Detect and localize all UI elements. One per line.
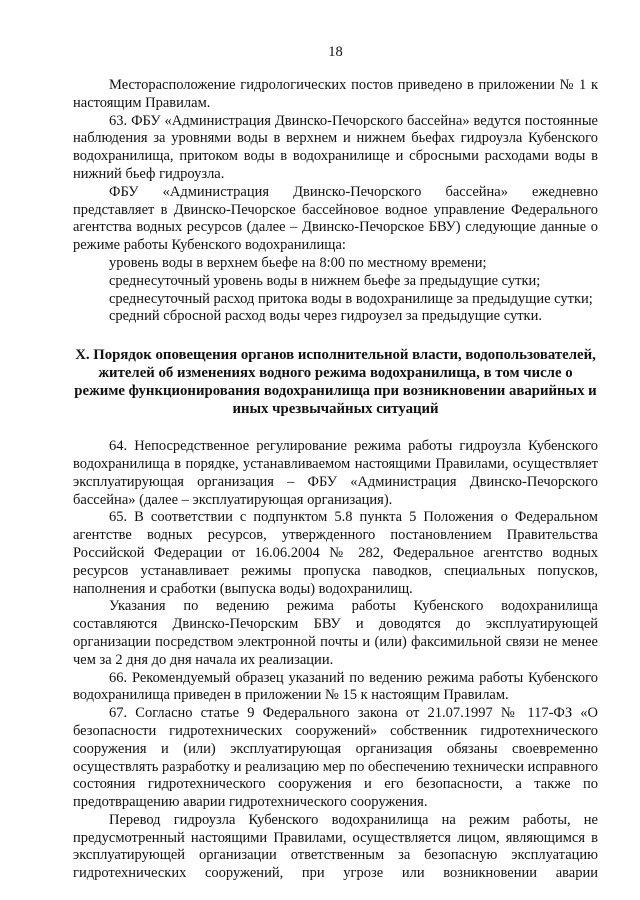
paragraph-hydrological-posts: Месторасположение гидрологических постов приведено в приложении № 1 к настоящим Правилам. <box>73 77 598 111</box>
list-item: средний сбросной расход воды через гидроузел за предыдущие сутки. <box>109 308 542 325</box>
paragraph-67: 67. Согласно статье 9 Федерального закона от 21.07.1997 № 117-ФЗ «О безопасности гидротехнических сооружений» собственник гидротехнического сооружения и (или) эксплуатирующая организация обязаны своевременно осуществлять разработку и реализацию мер по обеспечению технически исправного состояния гидротехнического сооружения и его безопасности, а также по предотвращению аварии гидротехнического сооружения. <box>73 705 598 811</box>
list-item: уровень воды в верхнем бьефе на 8:00 по местному времени; <box>109 254 487 271</box>
list-item: среднесуточный расход притока воды в водохранилище за предыдущие сутки; <box>109 290 593 307</box>
paragraph-63: 63. ФБУ «Администрация Двинско-Печорского бассейна» ведутся постоянные наблюдения за уровнями воды в верхнем и нижнем бьефах гидроузла Кубенского водохранилища, притоком воды в водохранилище и сбросными расходами воды в нижний бьеф гидроузла. <box>73 112 598 182</box>
paragraph-instructions: Указания по ведению режима работы Кубенского водохранилища составляются Двинско-Печорским БВУ и доводятся до эксплуатирующей организации посредством электронной почты и (или) факсимильной связи не менее чем за 2 дня до дня начала их реализации. <box>73 598 598 668</box>
paragraph-66: 66. Рекомендуемый образец указаний по ведению режима работы Кубенского водохранилища приведен в приложении № 15 к настоящим Правилам. <box>73 669 598 704</box>
paragraph-64: 64. Непосредственное регулирование режима работы гидроузла Кубенского водохранилища в порядке, устанавливаемом настоящими Правилами, осуществляет эксплуатирующая организация – ФБУ «Администрация Двинско-Печорского бассейна» (далее – эксплуатирующая организация). <box>73 438 598 508</box>
paragraph-transfer-mode: Перевод гидроузла Кубенского водохранилища на режим работы, не предусмотренный настоящими Правилами, осуществляется лицом, являющимся в эксплуатирующей организации ответственным за безопасную эксплуатацию гидротехнических сооружений, при угрозе или возникновении аварии <box>73 811 598 882</box>
page-number: 18 <box>328 44 343 60</box>
paragraph-65: 65. В соответствии с подпунктом 5.8 пункта 5 Положения о Федеральном агентстве водных ресурсов, утвержденного постановлением Правительства Российской Федерации от 16.06.2004 № 282, Федеральное агентство водных ресурсов устанавливает режимы пропуска паводков, специальных попусков, наполнения и сработки (выпуска воды) водохранилищ. <box>73 509 598 597</box>
section-heading: X. Порядок оповещения органов исполнительной власти, водопользователей, жителей об изменениях водного режима водохранилища, в том числе о режиме функционирования водохранилища при возникновении аварийных и иных чрезвычайных ситуаций <box>74 347 597 418</box>
paragraph-daily-report: ФБУ «Администрация Двинско-Печорского бассейна» ежедневно представляет в Двинско-Печорское бассейновое водное управление Федерального агентства водных ресурсов (далее – Двинско-Печорское БВУ) следующие данные о режиме работы Кубенского водохранилища: <box>73 183 598 254</box>
list-item: среднесуточный уровень воды в нижнем бьефе за предыдущие сутки; <box>109 272 541 289</box>
